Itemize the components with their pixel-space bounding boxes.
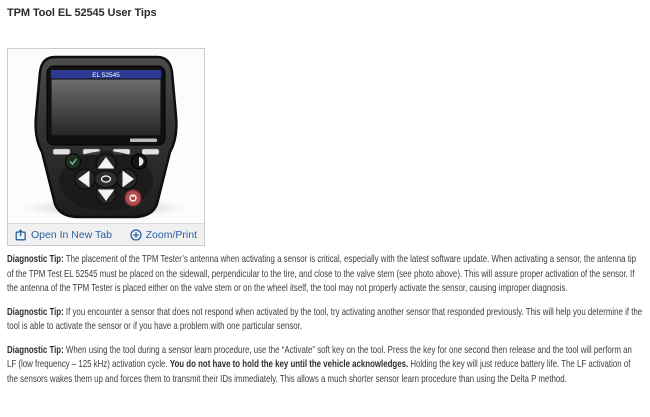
product-image-card [7,48,205,246]
diagnostic-tip-3 [7,343,643,387]
tip-2-text: If you encounter a sensor that does not respond when activated by the tool, try activating another sensor that responded previously. This will help you determine if the tool is able to activate the sensor or if you have a problem with one particular sensor. [7,305,643,332]
diagnostic-tip-2 [7,305,643,334]
device-screen [51,79,161,136]
image-toolbar [8,223,204,245]
zoom-print-label: Zoom/Print [145,228,197,241]
power-button [125,190,141,206]
tip-1-label: Diagnostic Tip: [7,253,64,265]
zoom-print-link[interactable] [130,229,197,241]
zoom-print-icon [130,229,142,241]
device-screen-label: EL 52545 [92,72,120,79]
page-title: TPM Tool EL 52545 User Tips [7,7,157,19]
tip-3-text-before: When using the tool during a sensor learn procedure, use the “Activate” soft key on the tool. Press the key for one second then release and the tool will perform an LF (low frequency – 125 kHz) activation cycle. [7,343,632,370]
ok-button [95,171,118,188]
product-photo [8,49,204,223]
tip-2-label: Diagnostic Tip: [7,305,64,318]
diagnostic-tip-1 [7,252,643,296]
tpm-device-illustration [27,54,185,220]
open-in-new-tab-icon [15,229,27,241]
tip-1-text: The placement of the TPM Tester’s antenna when activating a sensor is critical, especially with the latest software update. When activating a sensor, the antenna tip of the TPM Test EL 52545 must be placed on the sidewall, perpendicular to the tire, and close to the valve stem (see photo above). This will assure proper activation of the sensor. If the antenna of the TPM Tester is placed either on the valve stem or on the wheel itself, the tool may not properly activate the sensor, causing improper diagnosis. [7,253,637,294]
diagnostic-tips [7,252,643,395]
tip-3-text-after: Holding the key will just reduce battery life. The LF activation of the sensors wakes them up and forces them to transmit their IDs immediately. This allows a much shorter sensor learn procedure than using the Delta P method. [7,358,631,385]
tip-3-label: Diagnostic Tip: [7,343,64,356]
tip-3-bold-text: You do not have to hold the key until the vehicle acknowledges. [169,358,409,370]
open-in-new-tab-link[interactable] [15,229,112,241]
brand-logo [130,139,157,143]
open-in-new-tab-label: Open In New Tab [31,228,112,241]
check-button [66,154,81,169]
